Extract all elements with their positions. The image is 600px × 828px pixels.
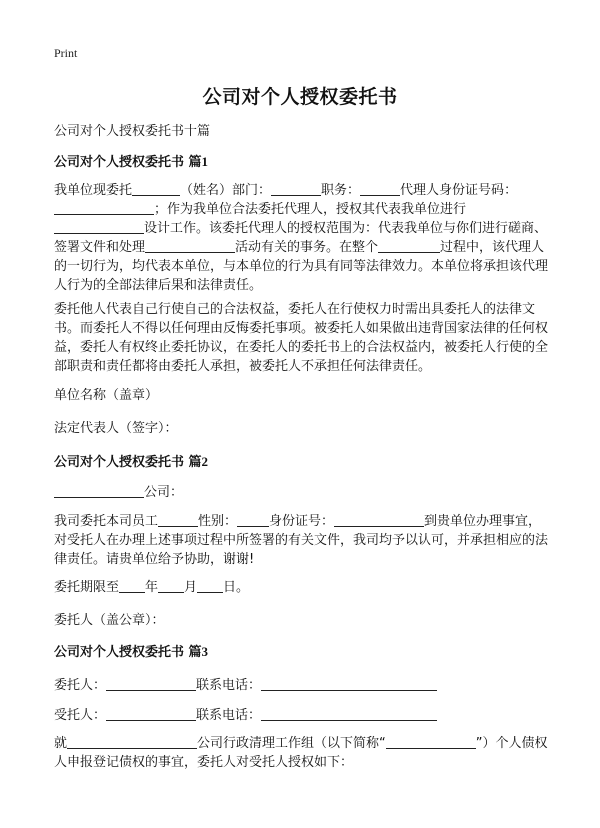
blank-field-id-number — [54, 201, 154, 215]
text-segment: ；作为我单位合法委托代理人，授权其代表我单位进行 — [154, 202, 467, 217]
section-heading-3 — [54, 641, 208, 660]
text-segment: 设计工作。该委托代理人的授权范围为：代表我单位与你们进行磋商、签署文件和处理 — [54, 221, 548, 255]
text-segment: 活动有关的事务。在整个 — [235, 240, 379, 255]
text-segment: 委托期限至 — [54, 580, 120, 595]
blank-field-agent-phone — [261, 707, 437, 721]
text-segment: （姓名）部门： — [180, 183, 272, 198]
print-label: Print — [54, 46, 78, 60]
blank-field-activity — [145, 239, 235, 253]
unit-name-line: 单位名称（盖章） — [54, 388, 159, 403]
text-segment: 日。 — [223, 580, 250, 595]
agent-label: 受托人： — [54, 708, 107, 723]
client-label: 委托人： — [54, 678, 107, 693]
section-heading-number: 篇1 — [188, 154, 209, 169]
blank-field-company — [67, 735, 197, 749]
legal-representative-line: 法定代表人（签字）： — [54, 421, 178, 436]
text-segment: 到贵单位办理事宜，对受托人在办理上述事项过程中所签署的有关文件，我司均予以认可，并承担相应的法律责任。请贵单位给予协助，谢谢! — [54, 514, 549, 567]
section-heading-2 — [54, 451, 208, 470]
blank-field-department — [271, 182, 321, 196]
section-heading-text: 公司对个人授权委托书 — [54, 155, 189, 170]
blank-field-name — [132, 182, 180, 196]
text-segment: 公司： — [144, 485, 184, 500]
blank-field-gender — [237, 513, 269, 527]
client-line — [54, 674, 437, 693]
section-heading-1 — [54, 151, 208, 170]
blank-field-day — [197, 579, 223, 593]
blank-field-process — [378, 239, 440, 253]
text-segment: 月 — [184, 580, 198, 595]
company-line — [54, 481, 183, 500]
blank-field-client-phone — [261, 677, 437, 691]
blank-field-month — [158, 579, 184, 593]
section1-paragraph-2: 委托他人代表自己行使自己的合法权益，委托人在行使权力时需出具委托人的法律文书。而委托人不得以任何理由反悔委托事项。被委托人如果做出违背国家法律的任何权益，委托人有权终止委托协议，在委托人的委托书上的合法权益内，被委托人行使的全部职责和责任都将由委托人承担，被委托人不承担任何法律责任。 — [54, 302, 549, 374]
document-title: 公司对个人授权委托书 — [202, 86, 398, 108]
text-segment: 我司委托本司员工 — [54, 514, 159, 529]
blank-field-project — [54, 220, 144, 234]
blank-field-abbreviation — [386, 735, 476, 749]
phone-label: 联系电话： — [196, 708, 262, 723]
section-heading-number: 篇2 — [188, 454, 209, 469]
text-segment: 身份证号： — [269, 514, 335, 529]
blank-field-employee — [158, 513, 198, 527]
blank-field-position — [360, 182, 400, 196]
text-segment: 性别： — [198, 514, 238, 529]
text-segment: 过程中，该代理人的一切行为，均代表本单位，与本单位的行为具有同等法律效力。本单位将承担该代理人行为的全部法律后果和法律责任。 — [54, 240, 549, 293]
text-segment: 年 — [145, 580, 159, 595]
section-heading-text: 公司对个人授权委托书 — [54, 645, 189, 660]
section-heading-number: 篇3 — [188, 644, 209, 659]
text-segment: 公司行政清理工作组（以下简称“ — [197, 736, 386, 751]
blank-field-company — [54, 484, 144, 498]
blank-field-client — [106, 677, 196, 691]
period-line — [54, 576, 249, 595]
section2-paragraph-1 — [54, 512, 554, 569]
section1-paragraph-1 — [54, 181, 554, 295]
section-heading-text: 公司对个人授权委托书 — [54, 455, 189, 470]
text-segment: ”）个人债权人申报登记债权的事宜，委托人对受托人授权如下： — [54, 736, 548, 770]
text-segment: 代理人身份证号码 — [400, 183, 505, 198]
document-subtitle: 公司对个人授权委托书十篇 — [54, 124, 211, 139]
text-segment: 就 — [54, 736, 68, 751]
blank-field-year — [119, 579, 145, 593]
principal-seal-line: 委托人（盖公章）： — [54, 613, 165, 628]
agent-line — [54, 704, 437, 723]
text-segment: 我单位现委托 — [54, 183, 133, 198]
blank-field-agent — [106, 707, 196, 721]
phone-label: 联系电话： — [196, 678, 262, 693]
section3-paragraph-1 — [54, 734, 554, 772]
text-segment: ： — [504, 183, 518, 198]
text-segment: 职务： — [321, 183, 361, 198]
blank-field-id-number — [334, 513, 424, 527]
